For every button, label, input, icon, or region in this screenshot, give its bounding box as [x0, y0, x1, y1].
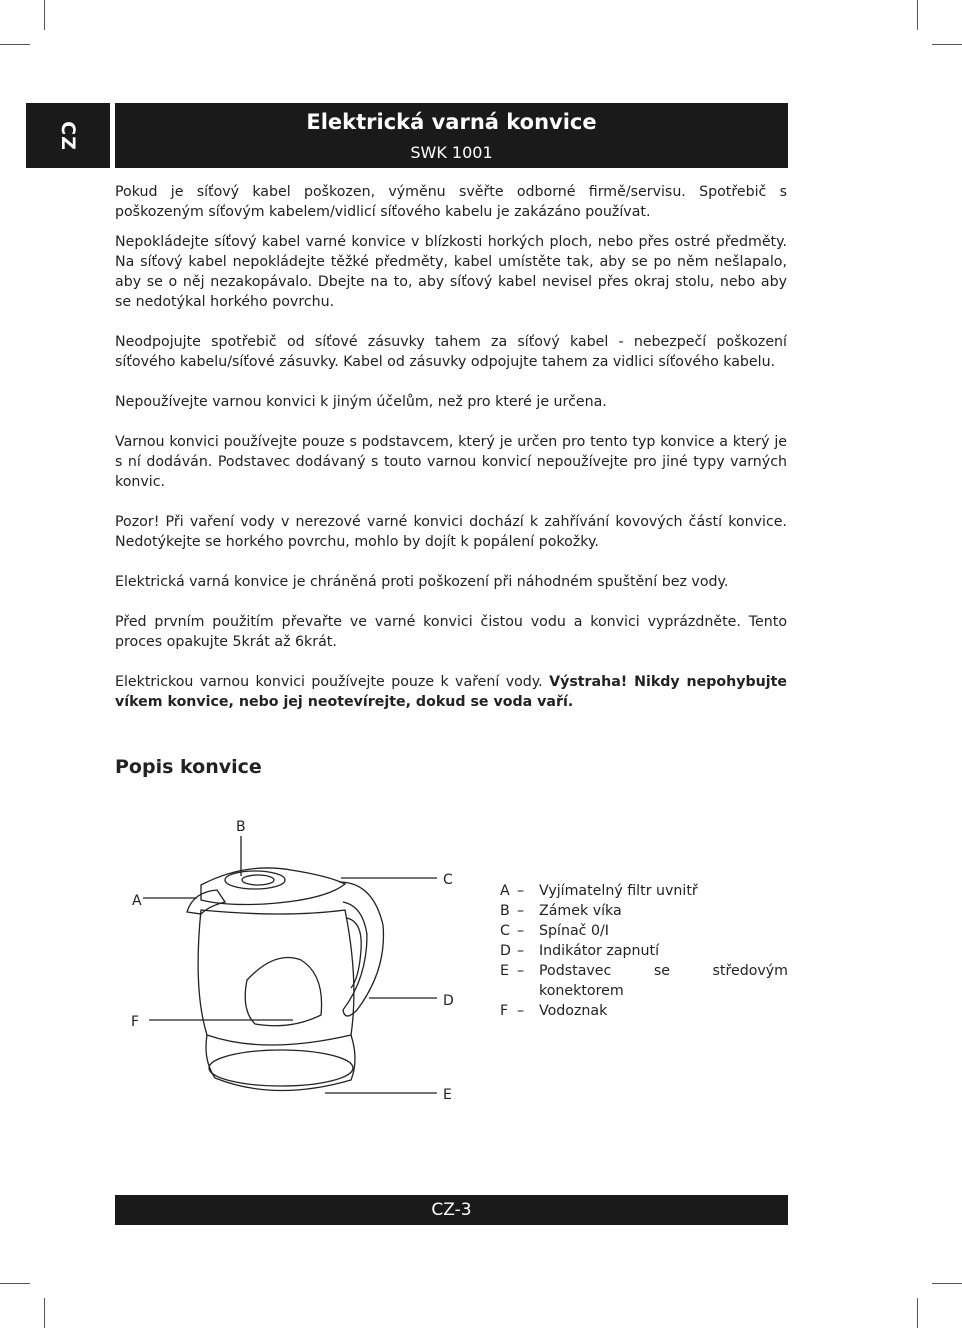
page-footer	[115, 1195, 788, 1225]
paragraph: Neodpojujte spotřebič od síťové zásuvky tahem za síťový kabel - nebezpečí poškození síťového kabelu/síťové zásuvky. Kabel od zásuvky odpojujte tahem za vidlici síťového kabelu.	[115, 334, 787, 370]
paragraph: Pozor! Při vaření vody v nerezové varné konvici dochází k zahřívání kovových částí konvice. Nedotýkejte se horkého povrchu, mohlo by dojít k popálení pokožky.	[115, 514, 787, 550]
legend-text: Vyjímatelný filtr uvnitř	[539, 883, 698, 899]
label-c: C	[443, 872, 453, 888]
legend-dash: –	[517, 923, 525, 939]
kettle-base	[206, 1035, 355, 1091]
legend-key: D	[500, 943, 511, 959]
page-title: Elektrická varná konvice	[306, 110, 597, 134]
label-b: B	[236, 819, 246, 835]
language-label: CZ	[57, 120, 79, 151]
warning-lead: Elektrickou varnou konvici používejte pouze k vaření vody.	[115, 674, 550, 690]
crop-mark	[44, 1298, 45, 1328]
paragraph: Před prvním použitím převařte ve varné konvici čistou vodu a konvici vyprázdněte. Tento proces opakujte 5krát až 6krát.	[115, 614, 787, 650]
crop-mark	[0, 44, 30, 45]
legend-item	[500, 941, 788, 961]
paragraph: Varnou konvici používejte pouze s podstavcem, který je určen pro tento typ konvice a který je s ní dodáván. Podstavec dodávaný s touto varnou konvicí nepoužívejte pro jiné typy varných konvic.	[115, 434, 787, 490]
parts-legend	[500, 881, 788, 1021]
paragraph: Elektrická varná konvice je chráněná proti poškození při náhodném spuštění bez vody.	[115, 574, 729, 590]
kettle-drawing	[143, 836, 437, 1093]
paragraph: Nepoužívejte varnou konvici k jiným účelům, než pro které je určena.	[115, 394, 607, 410]
warning-paragraph	[115, 672, 787, 712]
safety-instructions	[115, 182, 787, 732]
lid-lock	[225, 871, 285, 889]
legend-key: E	[500, 963, 509, 979]
label-d: D	[443, 993, 454, 1009]
crop-mark	[917, 0, 918, 30]
page-number: CZ-3	[431, 1200, 472, 1220]
legend-dash: –	[517, 963, 525, 979]
crop-mark	[932, 1283, 962, 1284]
paragraph: Pokud je síťový kabel poškozen, výměnu svěřte odborné firmě/servisu. Spotřebič s poškozeným síťovým kabelem/vidlicí síťového kabelu je zakázáno používat.	[115, 184, 787, 220]
water-window	[245, 958, 321, 1026]
legend-dash: –	[517, 1003, 525, 1019]
legend-text: Zámek víka	[539, 903, 622, 919]
kettle-diagram	[115, 810, 465, 1120]
section-title: Popis konvice	[115, 756, 262, 778]
legend-key: C	[500, 923, 510, 939]
label-a: A	[132, 893, 142, 909]
legend-dash: –	[517, 883, 525, 899]
language-tab	[26, 103, 110, 168]
crop-mark	[0, 1283, 30, 1284]
kettle-body	[198, 910, 354, 1045]
legend-text: Vodoznak	[539, 1003, 608, 1019]
legend-text: Podstavec se středovým konektorem	[539, 963, 788, 999]
legend-key: B	[500, 903, 510, 919]
legend-item	[500, 881, 788, 901]
legend-key: F	[500, 1003, 509, 1019]
legend-dash: –	[517, 943, 525, 959]
legend-text: Indikátor zapnutí	[539, 943, 660, 959]
paragraph: Nepokládejte síťový kabel varné konvice v blízkosti horkých ploch, nebo přes ostré předměty. Na síťový kabel nepokládejte těžké předměty, kabel umístěte tak, aby se po něm nešlapalo, aby se o něj nezakopávalo. Dbejte na to, aby síťový kabel nevisel přes okraj stolu, nebo aby se nedotýkal horkého povrchu.	[115, 234, 787, 310]
legend-item	[500, 921, 788, 941]
label-f: F	[131, 1014, 140, 1030]
legend-text: Spínač 0/I	[539, 923, 609, 939]
crop-mark	[44, 0, 45, 30]
legend-item	[500, 901, 788, 921]
crop-mark	[932, 44, 962, 45]
page-header	[115, 103, 788, 168]
legend-dash: –	[517, 903, 525, 919]
legend-key: A	[500, 883, 510, 899]
crop-mark	[917, 1298, 918, 1328]
model-number: SWK 1001	[410, 143, 493, 162]
warning-bold: Výstraha! Nikdy nepohybujte víkem konvice, nebo jej neotevírejte, dokud se voda vaří.	[115, 674, 787, 710]
legend-item	[500, 1001, 788, 1021]
legend-item	[500, 961, 788, 1001]
label-e: E	[443, 1087, 452, 1103]
